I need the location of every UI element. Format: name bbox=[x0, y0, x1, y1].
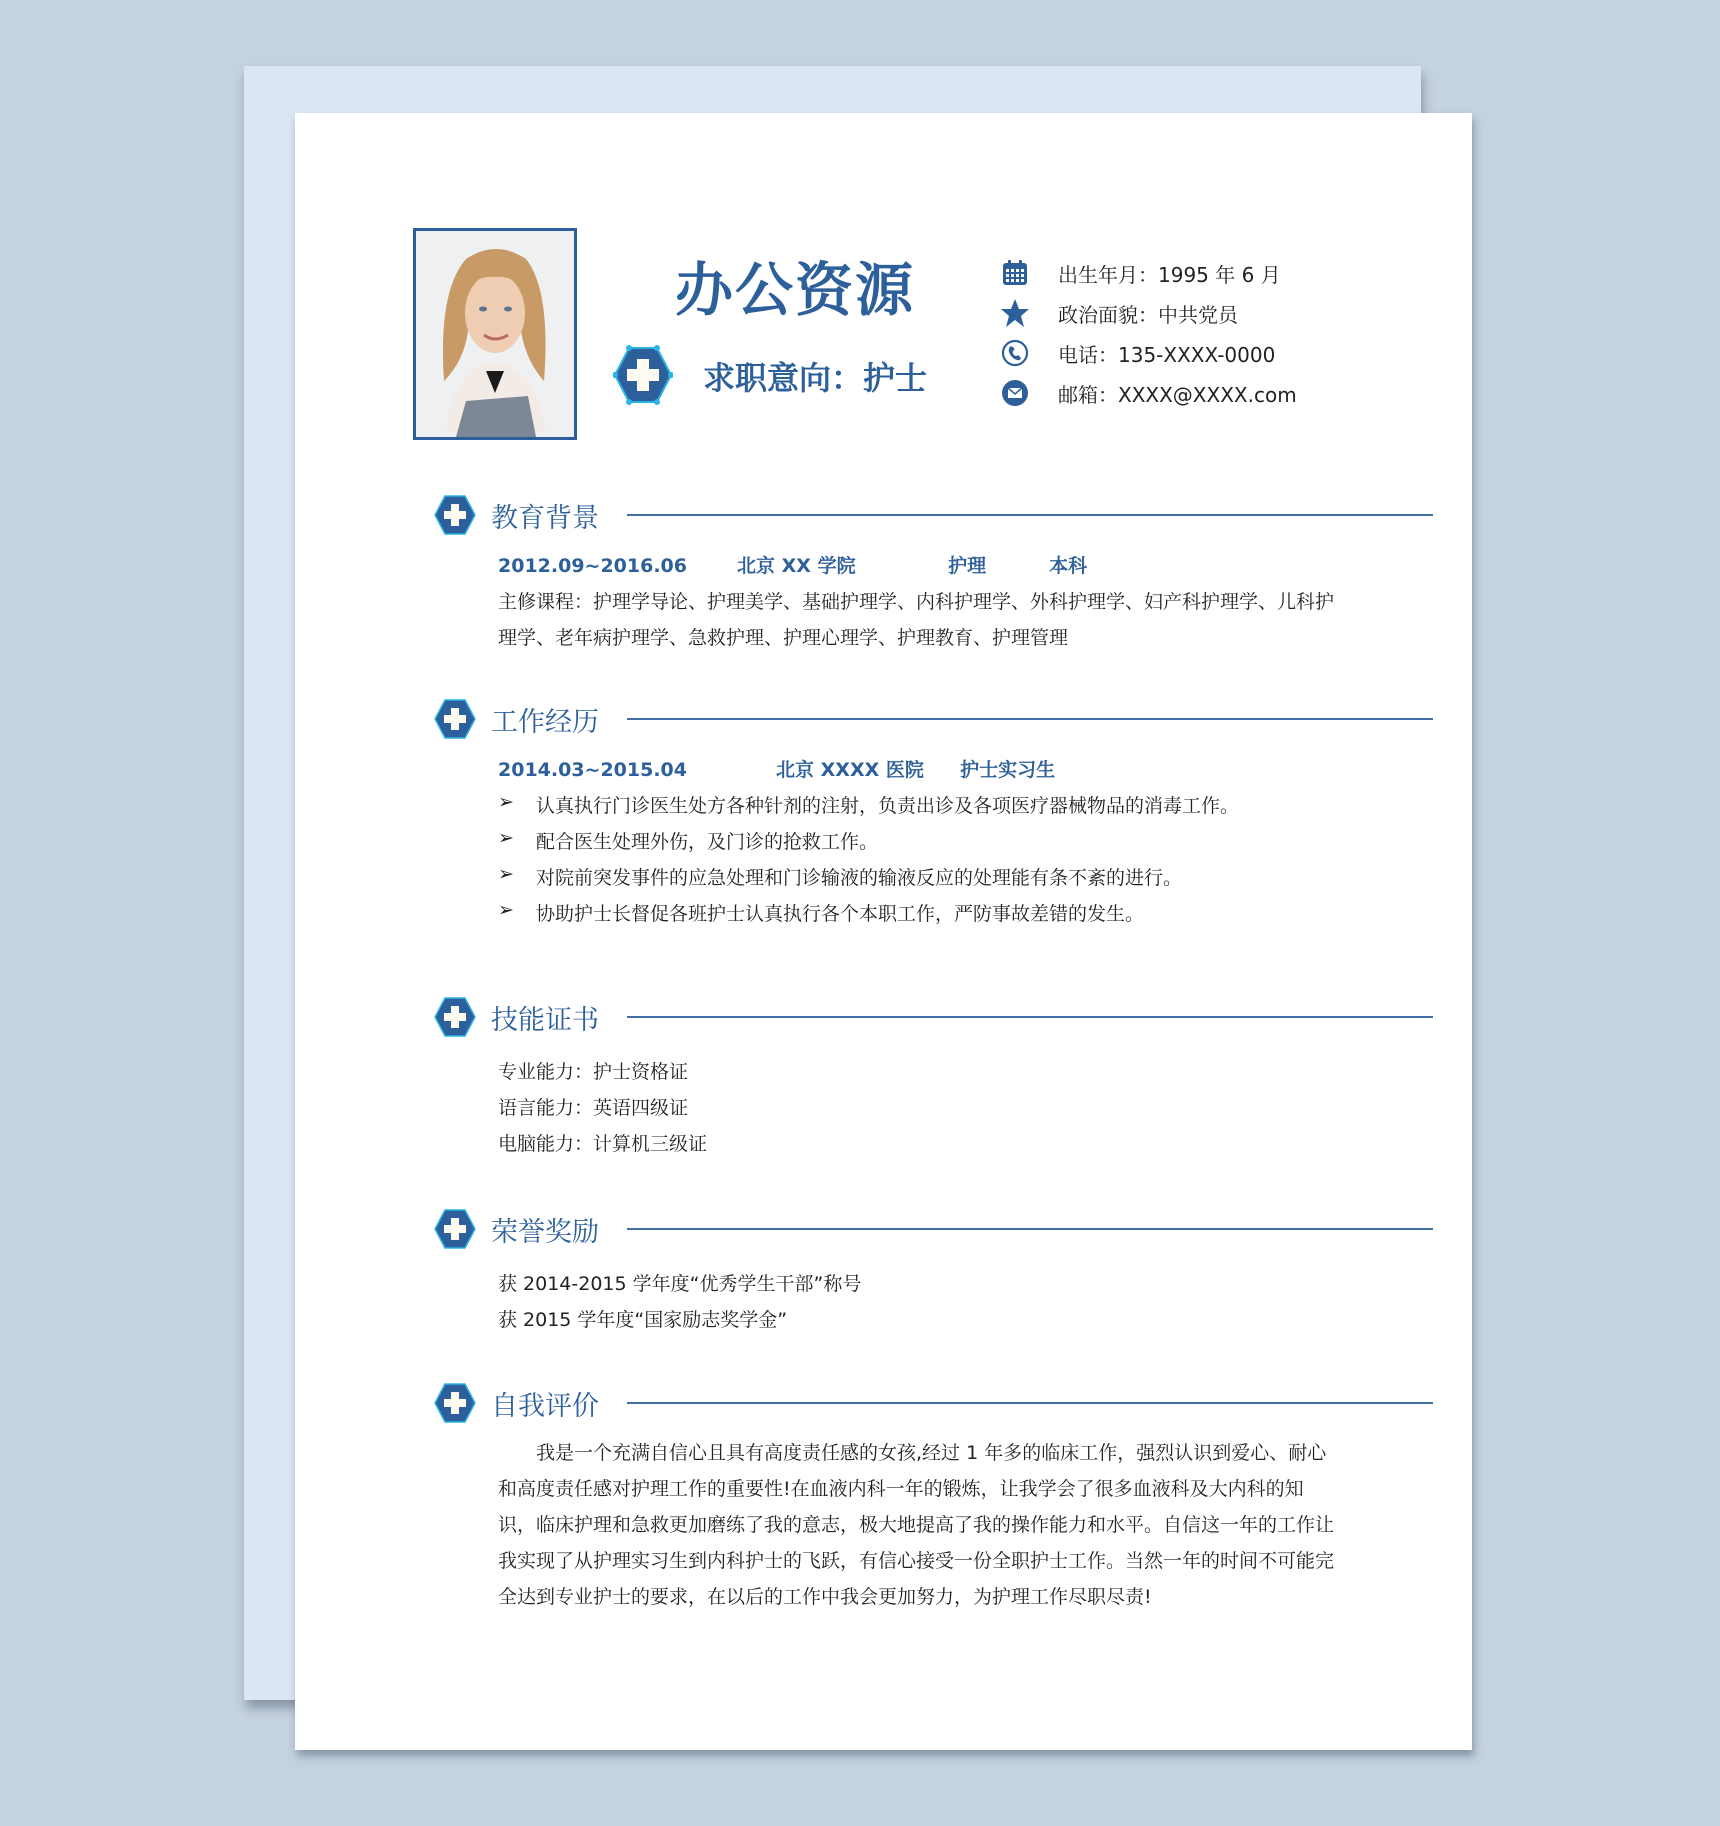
section-divider bbox=[627, 1016, 1433, 1018]
medical-cross-hexagon-icon bbox=[433, 493, 477, 537]
section-honors-header bbox=[433, 1207, 1433, 1251]
education-summary-row bbox=[498, 551, 1087, 578]
section-title: 技能证书 bbox=[491, 1004, 599, 1036]
section-divider bbox=[627, 1228, 1433, 1230]
self-evaluation-text: 我是一个充满自信心且具有高度责任感的女孩,经过 1 年多的临床工作，强烈认识到爱心、耐心和高度责任感对护理工作的重要性!在血液内科一年的锻炼，让我学会了很多血液科及大内科的知识，临床护理和急救更加磨练了我的意志，极大地提高了我的操作能力和水平。自信这一年的工作让我实现了从护理实习生到内科护士的飞跃，有信心接受一份全职护士工作。当然一年的时间不可能完全达到专业护士的要求，在以后的工作中我会更加努力，为护理工作尽职尽责! bbox=[498, 1442, 1335, 1608]
medical-cross-hexagon-icon bbox=[433, 697, 477, 741]
work-company: 北京 XXXX 医院 bbox=[776, 759, 924, 781]
education-school: 北京 XX 学院 bbox=[737, 555, 856, 577]
candidate-name: 办公资源 bbox=[675, 256, 916, 324]
work-duty-item: ➢ 认真执行门诊医生处方各种针剂的注射，负责出诊及各项医疗器械物品的消毒工作。 bbox=[498, 791, 1240, 817]
section-divider bbox=[627, 1402, 1433, 1404]
honor-item: 获 2014-2015 学年度“优秀学生干部”称号 bbox=[498, 1273, 862, 1295]
star-icon bbox=[1000, 298, 1030, 328]
arrow-bullet-icon: ➢ bbox=[498, 791, 514, 813]
skill-item: 语言能力：英语四级证 bbox=[498, 1097, 689, 1119]
medical-cross-hexagon-icon bbox=[433, 1381, 477, 1425]
education-courses-line-2: 理学、老年病护理学、急救护理、护理心理学、护理教育、护理管理 bbox=[498, 627, 1069, 649]
phone-icon bbox=[1000, 338, 1030, 368]
skill-item: 电脑能力：计算机三级证 bbox=[498, 1133, 708, 1155]
skill-item: 专业能力：护士资格证 bbox=[498, 1061, 689, 1083]
education-degree: 本科 bbox=[1049, 555, 1088, 577]
section-title: 工作经历 bbox=[491, 706, 599, 738]
phone-number: 电话：135-XXXX-0000 bbox=[1058, 342, 1276, 367]
medical-cross-hexagon-icon bbox=[433, 1207, 477, 1251]
email-address: 邮箱：XXXX@XXXX.com bbox=[1058, 382, 1297, 407]
work-period: 2014.03~2015.04 bbox=[498, 759, 687, 781]
section-title: 自我评价 bbox=[491, 1390, 599, 1422]
personal-info-list bbox=[1000, 253, 1297, 413]
work-duty-item: ➢ 对院前突发事件的应急处理和门诊输液的输液反应的处理能有条不紊的进行。 bbox=[498, 863, 1183, 889]
calendar-icon bbox=[1000, 258, 1030, 288]
work-duty-item: ➢ 配合医生处理外伤，及门诊的抢救工作。 bbox=[498, 827, 879, 853]
education-major: 护理 bbox=[948, 555, 987, 577]
section-title: 荣誉奖励 bbox=[491, 1216, 599, 1248]
work-position: 护士实习生 bbox=[960, 759, 1056, 781]
portrait-image bbox=[416, 231, 574, 437]
section-divider bbox=[627, 718, 1433, 720]
education-period: 2012.09~2016.06 bbox=[498, 555, 687, 577]
arrow-bullet-icon: ➢ bbox=[498, 827, 514, 849]
section-self-eval-header bbox=[433, 1381, 1433, 1425]
medical-cross-hexagon-icon bbox=[613, 345, 673, 405]
profile-photo bbox=[413, 228, 577, 440]
section-work-header bbox=[433, 697, 1433, 741]
section-skills-header bbox=[433, 995, 1433, 1039]
resume-page bbox=[295, 113, 1472, 1750]
honor-item: 获 2015 学年度“国家励志奖学金” bbox=[498, 1309, 788, 1331]
info-row-birth bbox=[1000, 253, 1297, 293]
section-title: 教育背景 bbox=[491, 502, 599, 534]
section-education-header bbox=[433, 493, 1433, 537]
arrow-bullet-icon: ➢ bbox=[498, 863, 514, 885]
medical-cross-hexagon-icon bbox=[433, 995, 477, 1039]
work-summary-row bbox=[498, 755, 1055, 782]
info-row-phone bbox=[1000, 333, 1297, 373]
work-duty-item: ➢ 协助护士长督促各班护士认真执行各个本职工作，严防事故差错的发生。 bbox=[498, 899, 1145, 925]
info-row-email bbox=[1000, 373, 1297, 413]
section-divider bbox=[627, 514, 1433, 516]
mail-icon bbox=[1000, 378, 1030, 408]
birth-date: 出生年月：1995 年 6 月 bbox=[1058, 262, 1281, 287]
job-intent: 求职意向：护士 bbox=[703, 359, 928, 397]
political-status: 政治面貌：中共党员 bbox=[1058, 302, 1238, 327]
arrow-bullet-icon: ➢ bbox=[498, 899, 514, 921]
education-courses-line-1: 主修课程：护理学导论、护理美学、基础护理学、内科护理学、外科护理学、妇产科护理学、儿科护 bbox=[498, 591, 1335, 613]
info-row-political bbox=[1000, 293, 1297, 333]
